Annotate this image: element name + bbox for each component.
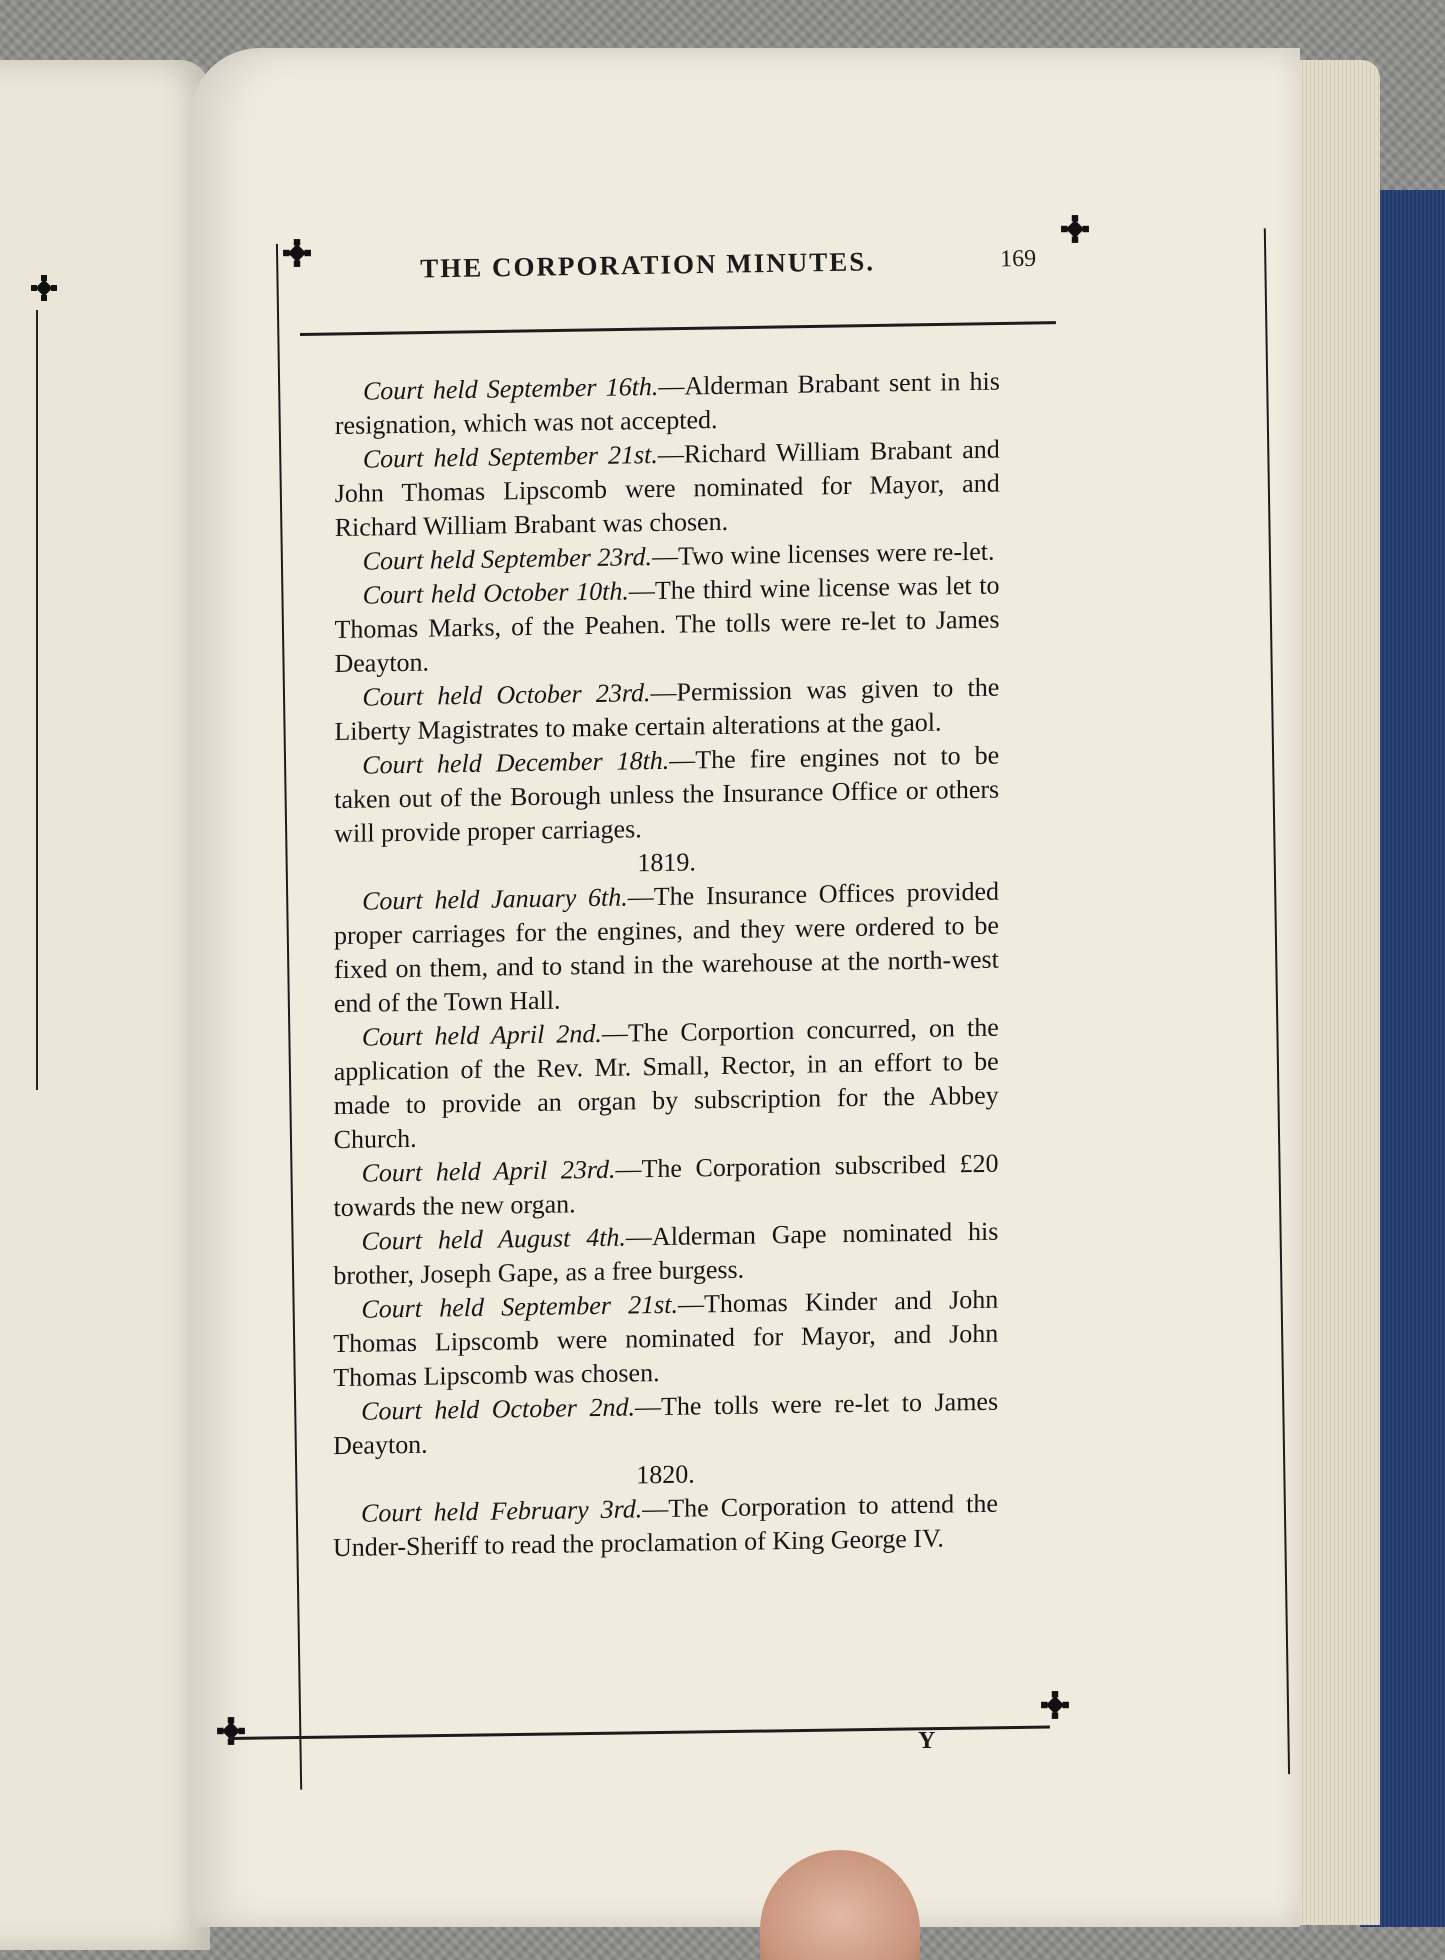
entry-text: —Alderman Gape nominated his brother, Joseph Gape, as a free burgess. [333, 1216, 999, 1291]
court-date: Court held September 23rd. [362, 542, 653, 576]
entry [334, 671, 999, 749]
court-date: Court held September 21st. [361, 1289, 679, 1324]
entry [334, 569, 999, 681]
entry-text: —The tolls were re-let to James Deayton. [333, 1386, 999, 1461]
entry [333, 1215, 998, 1293]
entry-text: —The Corportion concurred, on the application of the Rev. Mr. Small, Rector, in an effort to be made to provide an organ by subscription for the Abbey Church. [333, 1012, 999, 1155]
facing-left-page [0, 60, 210, 1950]
year-heading: 1820. [636, 1459, 695, 1490]
court-date: Court held September 21st. [362, 439, 658, 474]
entry [334, 875, 999, 1021]
signature-mark: Y [918, 1728, 936, 1754]
knot-ornament-icon [282, 238, 312, 268]
court-date: Court held April 23rd. [361, 1154, 616, 1188]
knot-ornament-icon [216, 1716, 246, 1746]
entry [333, 1487, 998, 1565]
running-title: THE CORPORATION MINUTES. [420, 246, 876, 284]
entry-text: —Richard William Brabant and John Thomas Lipscomb were nominated for Mayor, and Richard William Brabant was chosen. [334, 434, 1000, 543]
entry [333, 1385, 998, 1463]
entry-text: —Thomas Kinder and John Thomas Lipscomb were nominated for Mayor, and John Thomas Lipscomb was chosen. [333, 1284, 999, 1393]
entry-text: —Alderman Brabant sent in his resignation, which was not accepted. [334, 366, 1000, 441]
entry-text: —The Corporation to attend the Under-Sheriff to read the proclamation of King George IV. [332, 1488, 998, 1563]
entry [333, 1283, 998, 1395]
court-date: Court held April 2nd. [361, 1018, 602, 1052]
entry-text: —Two wine licenses were re-let. [651, 536, 995, 572]
entry [334, 1147, 999, 1225]
knot-ornament-icon [30, 274, 58, 302]
left-page-border [36, 310, 38, 1090]
court-date: Court held September 16th. [362, 371, 659, 406]
entry [334, 1011, 999, 1157]
entry [335, 365, 1000, 443]
entry-text: —The third wine license was let to Thomas Marks, of the Peahen. The tolls were re-let to James Deayton. [334, 570, 1000, 679]
court-date: Court held December 18th. [362, 745, 670, 780]
year-heading: 1819. [637, 847, 696, 878]
entry-text: —Permission was given to the Liberty Magistrates to make certain alterations at the gaol. [334, 672, 1000, 747]
minutes-text [333, 365, 1000, 1566]
knot-ornament-icon [1040, 1690, 1070, 1720]
court-date: Court held October 23rd. [362, 678, 651, 712]
entry-text: —The Corporation subscribed £20 towards the new organ. [333, 1148, 999, 1223]
court-date: Court held February 3rd. [360, 1494, 643, 1528]
court-date: Court held August 4th. [361, 1222, 626, 1256]
entry-text: —The fire engines not to be taken out of the Borough unless the Insurance Office or others will provide proper carriages. [334, 740, 1000, 849]
entry [335, 433, 1000, 545]
court-date: Court held January 6th. [362, 882, 628, 916]
court-date: Court held October 2nd. [361, 1392, 636, 1426]
page-number: 169 [999, 245, 1037, 273]
entry-text: —The Insurance Offices provided proper carriages for the engines, and they were ordered to be fixed on them, and to stand in the warehouse at the north-west end of the Town Hall. [333, 876, 1000, 1019]
court-date: Court held October 10th. [362, 576, 629, 610]
entry [334, 739, 999, 851]
knot-ornament-icon [1060, 214, 1090, 244]
